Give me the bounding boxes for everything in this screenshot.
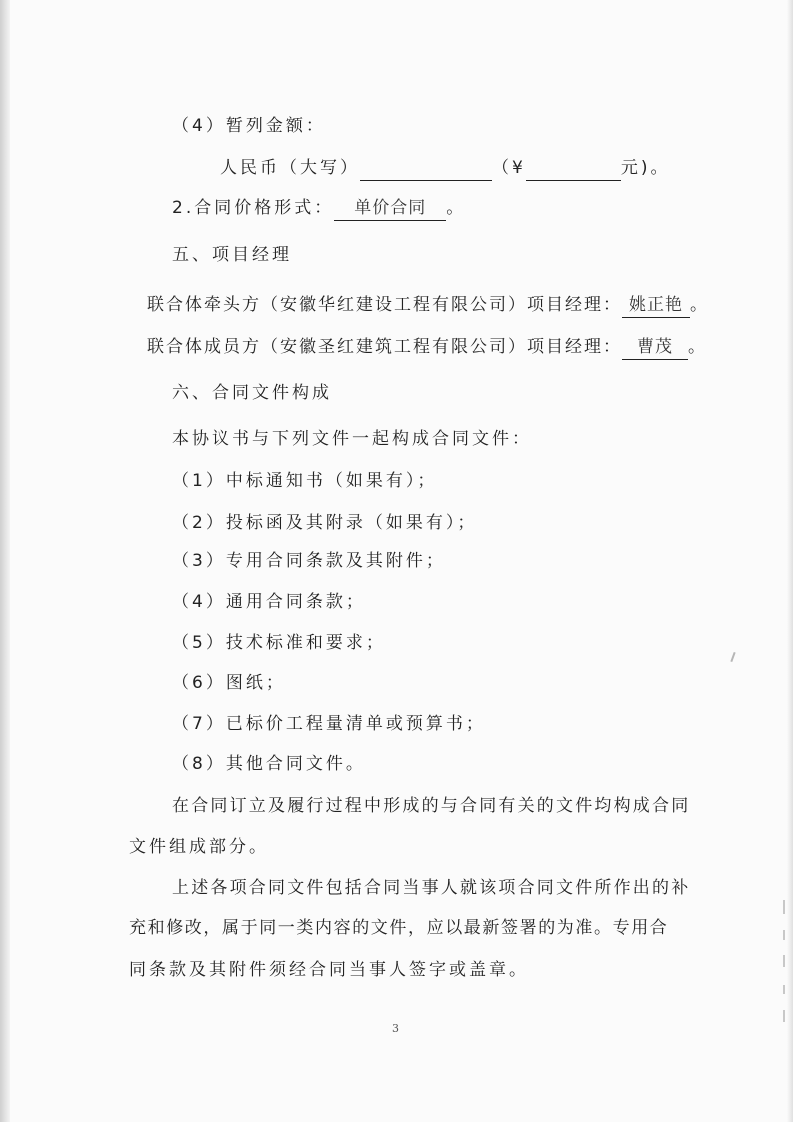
contract-doc-item-7 — [172, 712, 486, 736]
section-six-heading — [172, 381, 332, 405]
section-six-intro-text: 本协议书与下列文件一起构成合同文件： — [172, 429, 532, 449]
paragraph-1-line-2 — [129, 835, 269, 859]
scan-left-edge — [0, 0, 10, 1122]
yen-close: 元)。 — [620, 158, 671, 178]
contract-doc-item-1 — [172, 469, 437, 493]
contract-doc-item-5-text: （5）技术标准和要求； — [172, 633, 386, 653]
yen-open: （¥ — [492, 158, 526, 178]
section-six-heading-text: 六、合同文件构成 — [172, 383, 332, 403]
paragraph-1-line-1-text: 在合同订立及履行过程中形成的与合同有关的文件均构成合同 — [172, 796, 691, 816]
paragraph-2-line-3 — [129, 958, 529, 982]
contract-doc-item-2 — [172, 511, 477, 535]
lead-party-end: 。 — [690, 295, 709, 315]
provisional-amount-line — [220, 156, 670, 181]
paragraph-2-line-2 — [129, 916, 668, 940]
contract-price-form — [172, 196, 466, 221]
paragraph-1-line-1 — [172, 794, 690, 818]
contract-doc-item-6 — [172, 671, 286, 695]
margin-mark — [783, 900, 785, 914]
paragraph-2-line-1-text: 上述各项合同文件包括合同当事人就该项合同文件所作出的补 — [172, 878, 691, 898]
contract-doc-item-7-text: （7）已标价工程量清单或预算书； — [172, 714, 486, 734]
margin-mark — [783, 955, 785, 967]
contract-doc-item-4-text: （4）通用合同条款； — [172, 592, 366, 612]
section-six-intro — [172, 427, 532, 451]
margin-mark — [783, 1010, 785, 1022]
margin-mark — [783, 985, 785, 994]
contract-doc-item-8 — [172, 752, 366, 776]
section-five-heading — [172, 243, 292, 267]
contract-doc-item-6-text: （6）图纸； — [172, 673, 286, 693]
contract-price-form-end: 。 — [446, 198, 467, 218]
rmb-prefix: 人民币（大写） — [220, 158, 360, 178]
member-party-label: 联合体成员方（安徽圣红建筑工程有限公司）项目经理： — [147, 337, 622, 357]
contract-price-form-value: 单价合同 — [334, 196, 446, 221]
lead-party-manager-name: 姚正艳 — [622, 293, 690, 318]
scan-right-edge — [787, 0, 793, 1122]
contract-doc-item-2-text: （2）投标函及其附录（如果有）； — [172, 513, 478, 533]
rmb-uppercase-blank — [360, 156, 492, 181]
contract-doc-item-3 — [172, 549, 446, 573]
section-five-heading-text: 五、项目经理 — [172, 245, 292, 265]
lead-party-label: 联合体牵头方（安徽华红建设工程有限公司）项目经理： — [147, 295, 622, 315]
page-number: 3 — [392, 1022, 399, 1035]
contract-doc-item-5 — [172, 631, 386, 655]
member-party-end: 。 — [688, 337, 707, 357]
paragraph-2-line-2-text: 充和修改，属于同一类内容的文件，应以最新签署的为准。专用合 — [129, 918, 669, 938]
contract-doc-item-8-text: （8）其他合同文件。 — [172, 754, 366, 774]
provisional-amount-heading-text: （4）暂列金额： — [172, 116, 326, 136]
lead-party-manager — [147, 293, 709, 318]
paragraph-2-line-1 — [172, 876, 690, 900]
contract-price-form-label: 2.合同价格形式： — [172, 198, 335, 218]
margin-mark — [783, 930, 785, 940]
contract-doc-item-3-text: （3）专用合同条款及其附件； — [172, 551, 446, 571]
paragraph-1-line-2-text: 文件组成部分。 — [129, 837, 269, 857]
member-party-manager-name: 曹茂 — [622, 335, 688, 360]
contract-doc-item-4 — [172, 590, 366, 614]
member-party-manager — [147, 335, 707, 360]
paragraph-2-line-3-text: 同条款及其附件须经合同当事人签字或盖章。 — [129, 960, 529, 980]
scan-speck — [730, 652, 735, 662]
yen-amount-blank — [526, 156, 621, 181]
contract-doc-item-1-text: （1）中标通知书（如果有）； — [172, 471, 438, 491]
provisional-amount-heading — [172, 114, 326, 138]
